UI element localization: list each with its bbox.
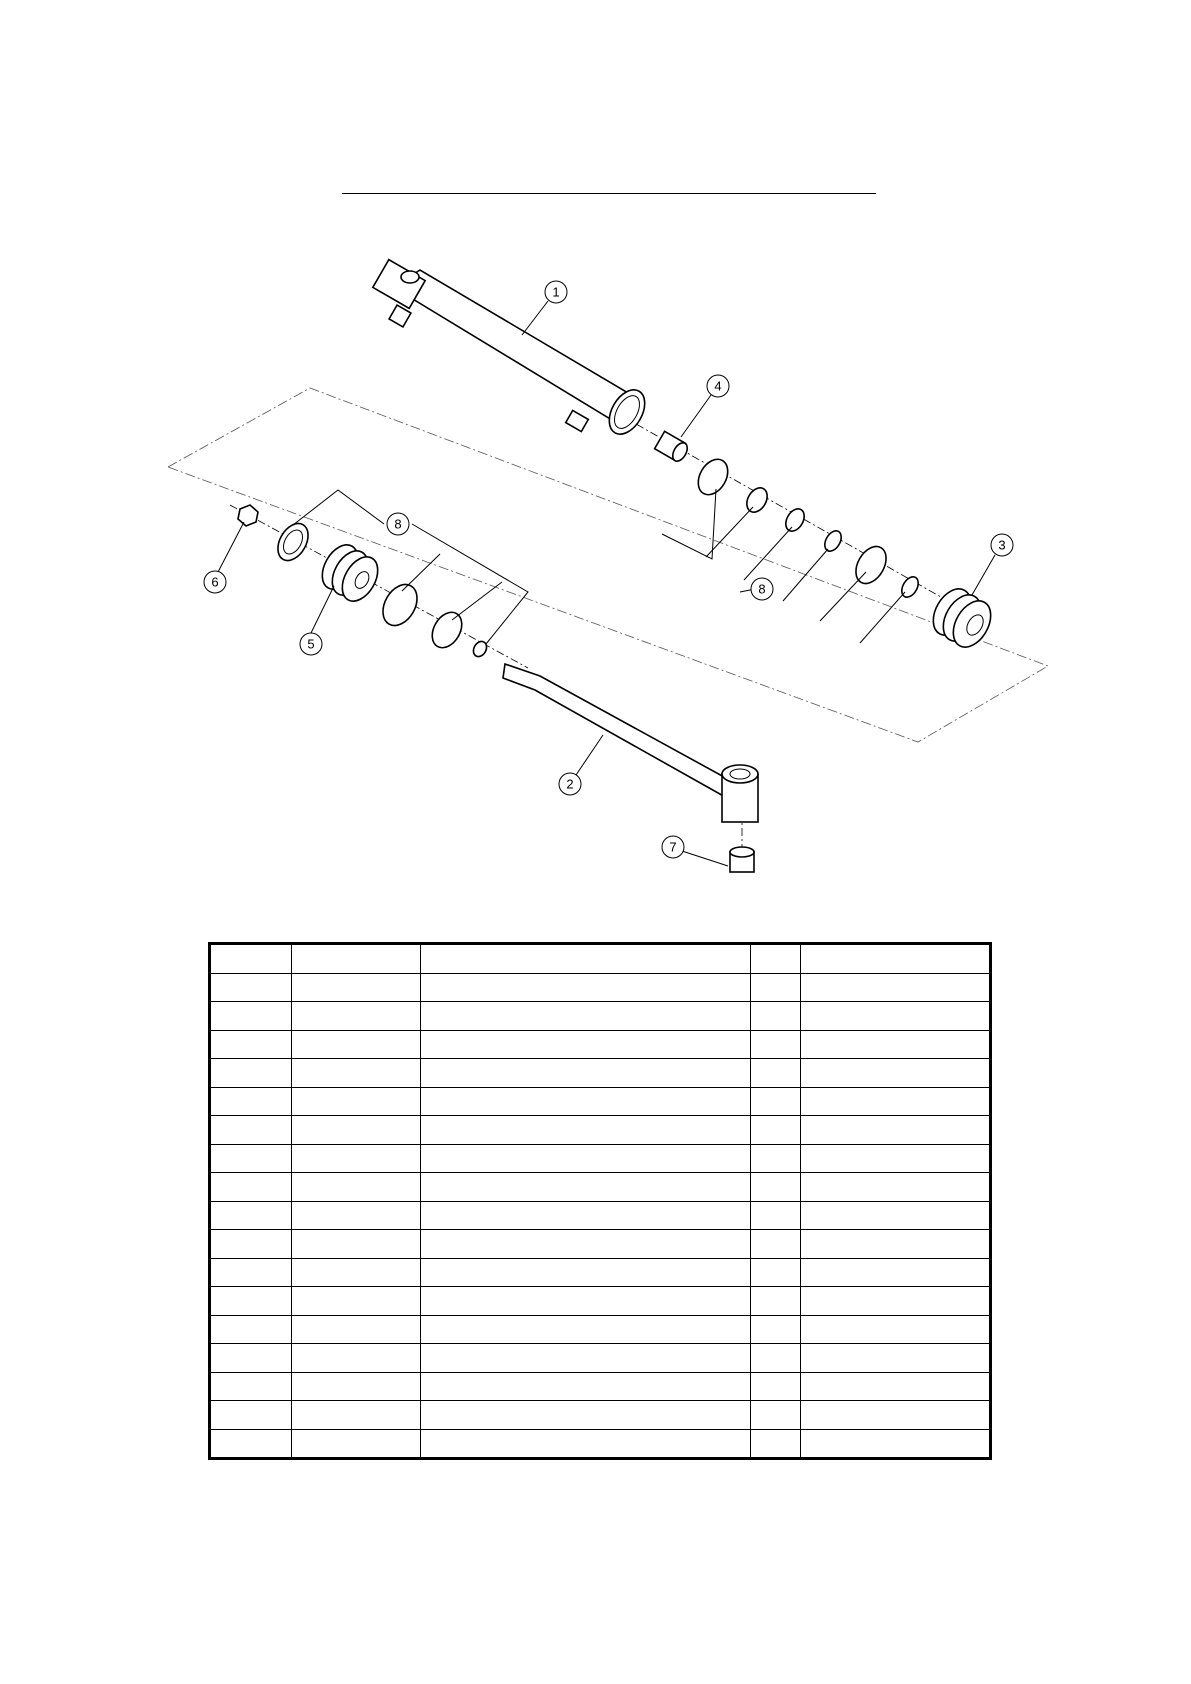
table-cell (801, 1315, 991, 1344)
table-row (210, 1030, 991, 1059)
table-cell (421, 1344, 751, 1373)
table-cell (292, 1002, 421, 1031)
table-cell (292, 1344, 421, 1373)
table-cell (801, 1030, 991, 1059)
table-cell (421, 1287, 751, 1316)
table-cell (421, 1258, 751, 1287)
svg-text:4: 4 (714, 378, 722, 394)
table-row (210, 1315, 991, 1344)
table-cell (421, 944, 751, 974)
table-cell (292, 1030, 421, 1059)
table-cell (421, 1144, 751, 1173)
table-cell (751, 1372, 801, 1401)
table-cell (751, 1116, 801, 1145)
table-cell (751, 1429, 801, 1459)
table-cell (292, 1287, 421, 1316)
table-cell (801, 1401, 991, 1430)
table-cell (292, 1429, 421, 1459)
table-cell (801, 1230, 991, 1259)
nut-part (238, 505, 258, 526)
table-cell (421, 1002, 751, 1031)
table-cell (801, 1344, 991, 1373)
table-cell (751, 973, 801, 1002)
table-cell (210, 1258, 292, 1287)
item-balloon-1 (545, 281, 567, 303)
table-cell (292, 1315, 421, 1344)
table-cell (751, 944, 801, 974)
table-cell (292, 1201, 421, 1230)
table-cell (801, 1144, 991, 1173)
table-cell (210, 1372, 292, 1401)
table-row (210, 1344, 991, 1373)
table-row (210, 944, 991, 974)
table-row (210, 1230, 991, 1259)
table-cell (751, 1258, 801, 1287)
piston-rod-part (503, 664, 758, 822)
table-cell (210, 944, 292, 974)
table-row (210, 1002, 991, 1031)
table-cell (801, 973, 991, 1002)
table-row (210, 1201, 991, 1230)
table-row (210, 1116, 991, 1145)
item-balloon-4 (707, 375, 729, 397)
table-cell (210, 1287, 292, 1316)
table-cell (210, 1173, 292, 1202)
table-cell (292, 973, 421, 1002)
item-balloon-8-left (387, 513, 409, 535)
table-cell (751, 1002, 801, 1031)
table-cell (210, 1230, 292, 1259)
svg-text:6: 6 (211, 574, 219, 590)
table-cell (421, 973, 751, 1002)
table-row (210, 1287, 991, 1316)
table-cell (210, 1429, 292, 1459)
table-cell (210, 1059, 292, 1088)
table-cell (751, 1030, 801, 1059)
table-cell (801, 1429, 991, 1459)
table-row (210, 1401, 991, 1430)
table-cell (751, 1287, 801, 1316)
table-cell (292, 1059, 421, 1088)
table-cell (751, 1344, 801, 1373)
table-cell (292, 1087, 421, 1116)
table-cell (421, 1116, 751, 1145)
table-cell (210, 1401, 292, 1430)
parts-list-table (208, 942, 992, 1460)
table-cell (210, 1201, 292, 1230)
table-row (210, 1059, 991, 1088)
table-row (210, 973, 991, 1002)
table-cell (801, 1372, 991, 1401)
table-cell (210, 1315, 292, 1344)
item-balloon-3 (991, 534, 1013, 556)
table-cell (751, 1315, 801, 1344)
table-cell (292, 1401, 421, 1430)
table-cell (210, 1087, 292, 1116)
table-cell (801, 1173, 991, 1202)
svg-text:3: 3 (998, 537, 1006, 553)
table-cell (292, 1173, 421, 1202)
table-cell (210, 1144, 292, 1173)
table-cell (421, 1087, 751, 1116)
table-cell (751, 1230, 801, 1259)
table-cell (210, 1344, 292, 1373)
table-row (210, 1144, 991, 1173)
table-row (210, 1429, 991, 1459)
item-balloon-8-right (751, 578, 773, 600)
table-cell (801, 1087, 991, 1116)
cylinder-barrel-part (373, 260, 652, 441)
item-balloon-7 (662, 836, 684, 858)
table-cell (421, 1401, 751, 1430)
table-cell (801, 1116, 991, 1145)
table-cell (292, 944, 421, 974)
table-row (210, 1173, 991, 1202)
svg-text:2: 2 (566, 776, 574, 792)
table-cell (210, 973, 292, 1002)
table-cell (801, 1201, 991, 1230)
table-cell (751, 1201, 801, 1230)
table-cell (210, 1116, 292, 1145)
table-cell (801, 1287, 991, 1316)
piston-part (315, 539, 385, 608)
table-cell (801, 944, 991, 974)
table-cell (801, 1258, 991, 1287)
table-cell (801, 1059, 991, 1088)
item-balloon-5 (300, 633, 322, 655)
table-cell (801, 1002, 991, 1031)
table-cell (292, 1372, 421, 1401)
table-cell (751, 1173, 801, 1202)
item-balloon-6 (204, 571, 226, 593)
table-cell (421, 1173, 751, 1202)
table-cell (292, 1258, 421, 1287)
table-row (210, 1087, 991, 1116)
table-cell (751, 1087, 801, 1116)
pin-bushing-part (730, 847, 754, 872)
table-row (210, 1372, 991, 1401)
table-cell (421, 1429, 751, 1459)
table-cell (421, 1030, 751, 1059)
table-cell (210, 1030, 292, 1059)
table-cell (292, 1230, 421, 1259)
table-cell (421, 1059, 751, 1088)
table-cell (421, 1372, 751, 1401)
table-cell (751, 1144, 801, 1173)
svg-text:1: 1 (552, 284, 560, 300)
svg-text:5: 5 (307, 636, 315, 652)
table-cell (751, 1059, 801, 1088)
table-cell (421, 1230, 751, 1259)
table-row (210, 1258, 991, 1287)
assembly-outline-frame (168, 388, 1048, 742)
seal-set-right (692, 454, 921, 600)
table-cell (751, 1401, 801, 1430)
svg-text:8: 8 (758, 581, 766, 597)
table-cell (421, 1201, 751, 1230)
table-cell (421, 1315, 751, 1344)
table-cell (292, 1116, 421, 1145)
item-balloon-2 (559, 773, 581, 795)
bushing-part (655, 431, 691, 463)
svg-text:8: 8 (394, 516, 402, 532)
svg-text:7: 7 (669, 839, 677, 855)
table-cell (210, 1002, 292, 1031)
table-cell (292, 1144, 421, 1173)
